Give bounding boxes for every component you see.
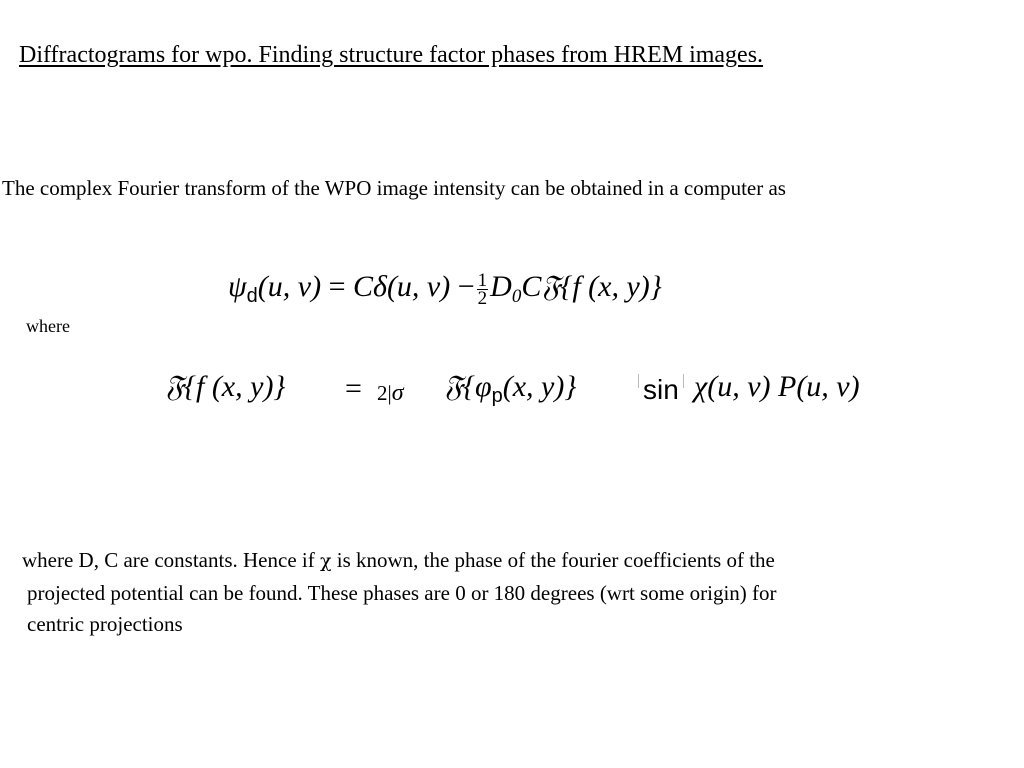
- sigma-factor: [377, 380, 404, 407]
- factor-two: 2: [377, 381, 388, 405]
- equals-sign: =: [328, 270, 346, 303]
- where-label: where: [26, 316, 70, 336]
- closing-line-3: centric projections: [27, 612, 183, 636]
- closing-line-1b: is known, the phase of the fourier coefficients of the: [331, 548, 775, 572]
- chi-symbol: χ: [319, 550, 332, 572]
- closing-line-2: projected potential can be found. These phases are 0 or 180 degrees (wrt some origin) for: [27, 580, 777, 605]
- psi-symbol: ψ: [228, 270, 247, 303]
- equation-psi-d: [228, 270, 662, 308]
- fourier-open: 𝔉{: [444, 370, 475, 403]
- divider-mark: |: [387, 381, 392, 405]
- fraction-denominator: 2: [477, 287, 488, 309]
- D-subscript: 0: [511, 286, 522, 307]
- equation2-equals: =: [345, 372, 362, 405]
- phi-symbol: φ: [475, 370, 492, 403]
- closing-line-1a: where D, C are constants. Hence if: [22, 548, 320, 572]
- one-half-fraction: [477, 269, 489, 309]
- fraction-numerator: 1: [477, 269, 488, 291]
- closing-line-1: [22, 545, 777, 578]
- minus-sign: −: [457, 270, 475, 303]
- intro-paragraph: The complex Fourier transform of the WPO image intensity can be obtained in a computer as: [2, 176, 786, 200]
- phi-args: (x, y)}: [502, 370, 577, 403]
- fourier-f-lhs: 𝔉{f (x, y)}: [165, 370, 286, 403]
- phi-subscript: p: [491, 385, 503, 407]
- closing-paragraph: [22, 545, 777, 641]
- D-symbol: D: [490, 270, 512, 303]
- psi-args: (u, v): [257, 270, 322, 303]
- psi-subscript: d: [246, 285, 258, 307]
- chi-p-term: χ(u, v) P(u, v): [694, 370, 860, 403]
- fourier-phi-term: [444, 370, 576, 408]
- sigma-symbol: σ: [391, 380, 404, 406]
- delta-term: Cδ(u, v): [352, 270, 451, 303]
- sin-function: sin: [634, 374, 688, 406]
- fourier-term: C𝔉{f (x, y)}: [521, 270, 662, 303]
- page-title: Diffractograms for wpo. Finding structure factor phases from HREM images.: [19, 42, 764, 68]
